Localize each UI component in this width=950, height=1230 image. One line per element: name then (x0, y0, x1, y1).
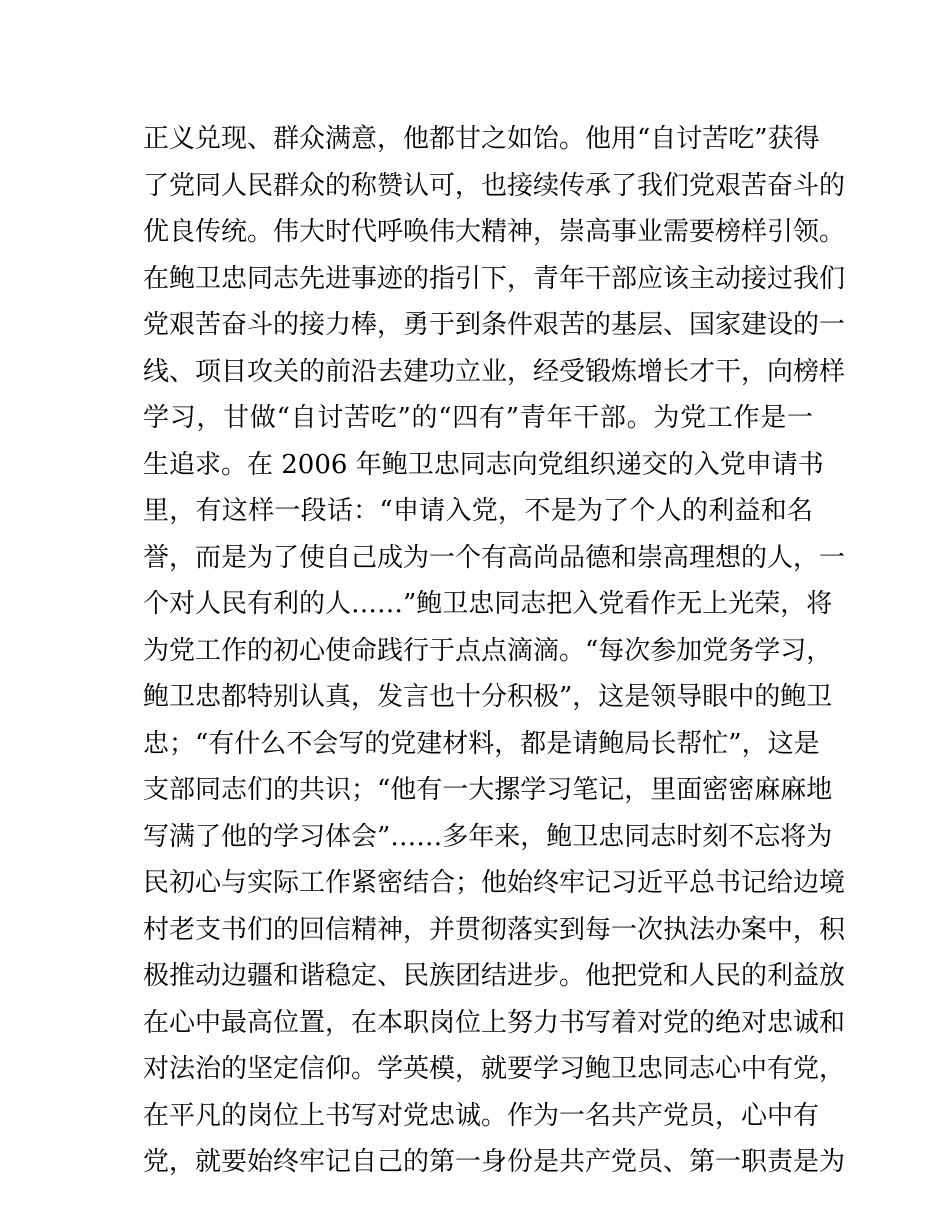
text-line: 鲍卫忠都特别认真，发言也十分积极”，这是领导眼中的鲍卫 (143, 682, 833, 712)
text-line: 民初心与实际工作紧密结合；他始终牢记习近平总书记给边境 (143, 868, 846, 898)
text-line: 党，就要始终牢记自己的第一身份是共产党员、第一职责是为 (143, 1147, 846, 1177)
text-line: 党艰苦奋斗的接力棒，勇于到条件艰苦的基层、国家建设的一 (143, 310, 846, 340)
document-body (143, 116, 846, 1186)
text-line: 生追求。在 2006 年鲍卫忠同志向党组织递交的入党申请书 (143, 449, 824, 480)
text-line: 线、项目攻关的前沿去建功立业，经受锻炼增长才干，向榜样 (143, 356, 846, 387)
text-line: 忠；“有什么不会写的党建材料，都是请鲍局长帮忙”，这是 (143, 728, 820, 759)
text-line: 个对人民有利的人……”鲍卫忠同志把入党看作无上光荣，将 (143, 589, 833, 619)
text-line: 村老支书们的回信精神，并贯彻落实到每一次执法办案中，积 (143, 914, 846, 945)
text-line: 为党工作的初心使命践行于点点滴滴。“每次参加党务学习， (143, 635, 833, 666)
text-line: 誉，而是为了使自己成为一个有高尚品德和崇高理想的人，一 (143, 542, 846, 573)
text-line: 里，有这样一段话：“申请入党，不是为了个人的利益和名 (143, 496, 813, 526)
text-line: 了党同人民群众的称赞认可，也接续传承了我们党艰苦奋斗的 (143, 170, 846, 201)
text-line: 学习，甘做“自讨苦吃”的“四有”青年干部。为党工作是一 (143, 403, 813, 433)
text-line: 优良传统。伟大时代呼唤伟大精神，崇高事业需要榜样引领。 (143, 217, 846, 247)
text-line: 极推动边疆和谐稳定、民族团结进步。他把党和人民的利益放 (143, 961, 846, 991)
text-line: 支部同志们的共识；“他有一大摞学习笔记，里面密密麻麻地 (143, 775, 833, 805)
text-line: 在鲍卫忠同志先进事迹的指引下，青年干部应该主动接过我们 (143, 263, 846, 294)
text-line: 在心中最高位置，在本职岗位上努力书写着对党的绝对忠诚和 (143, 1007, 846, 1038)
text-line: 正义兑现、群众满意，他都甘之如饴。他用“自讨苦吃”获得 (143, 124, 820, 154)
text-line: 写满了他的学习体会”……多年来，鲍卫忠同志时刻不忘将为 (143, 821, 833, 852)
text-line: 对法治的坚定信仰。学英模，就要学习鲍卫忠同志心中有党， (143, 1054, 846, 1084)
text-line: 在平凡的岗位上书写对党忠诚。作为一名共产党员，心中有 (143, 1100, 820, 1131)
